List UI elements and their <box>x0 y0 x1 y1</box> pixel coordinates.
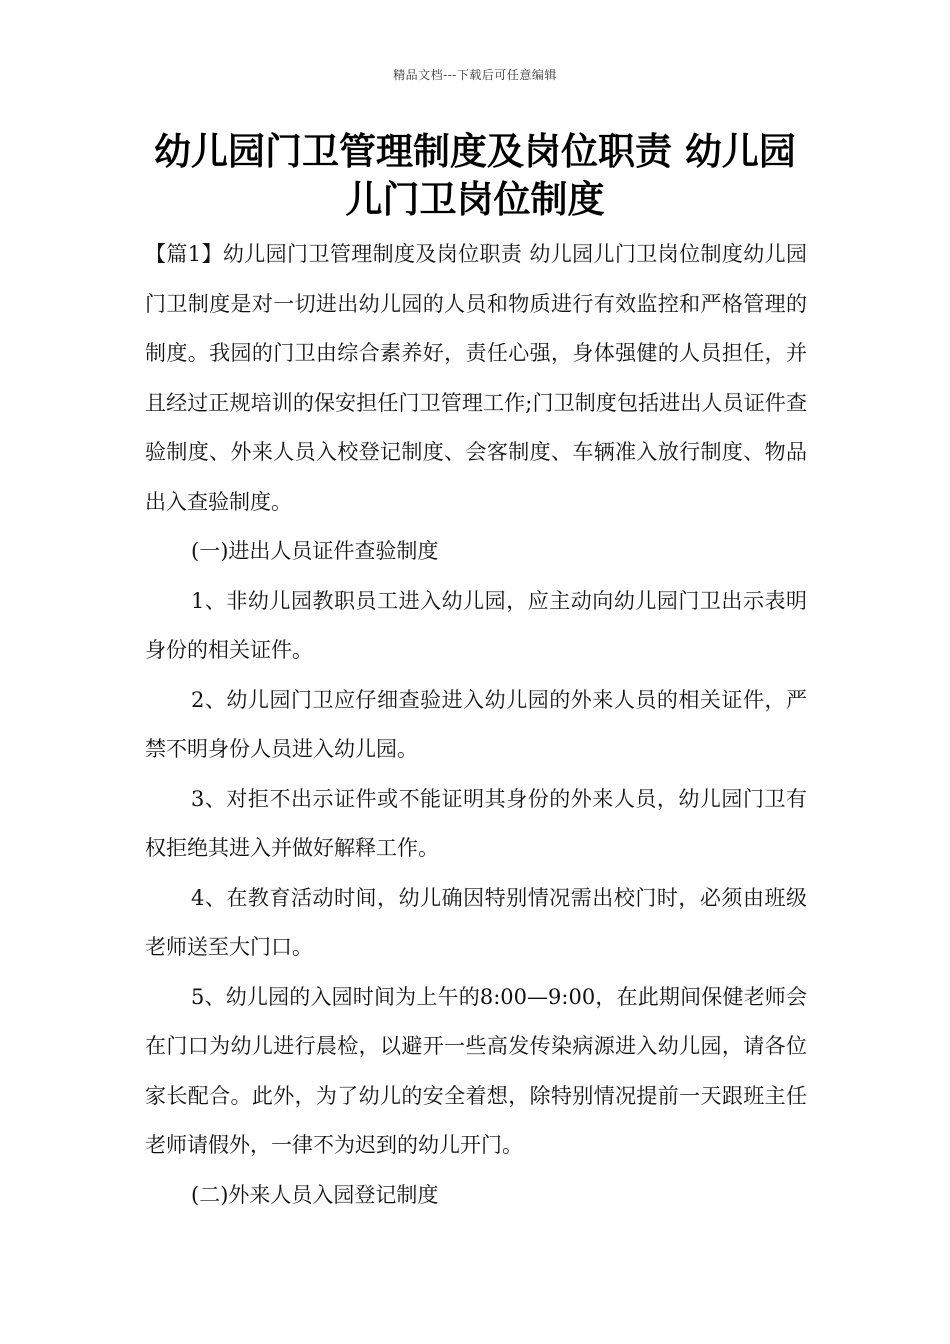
header-note: 精品文档---下载后可任意编辑 <box>393 68 557 82</box>
paragraph-intro: 【篇1】幼儿园门卫管理制度及岗位职责 幼儿园儿门卫岗位制度幼儿园门卫制度是对一切进出幼儿园的人员和物质进行有效监控和严格管理的制度。我园的门卫由综合素养好，责任心强，身体强健的人员担任，并且经过正规培训的保安担任门卫管理工作;门卫制度包括进出人员证件查验制度、外来人员入校登记制度、会客制度、车辆准入放行制度、物品出入查验制度。 <box>145 242 807 514</box>
section-heading-2: (二)外来人员入园登记制度 <box>191 1182 439 1207</box>
document-body <box>145 230 807 1220</box>
paragraph-item-2: 2、幼儿园门卫应仔细查验进入幼儿园的外来人员的相关证件，严禁不明身份人员进入幼儿园。 <box>145 687 807 761</box>
paragraph-item-3: 3、对拒不出示证件或不能证明其身份的外来人员，幼儿园门卫有权拒绝其进入并做好解释工作。 <box>145 786 807 860</box>
paragraph-item-5: 5、幼儿园的入园时间为上午的8:00—9:00，在此期间保健老师会在门口为幼儿进行晨检，以避开一些高发传染病源进入幼儿园，请各位家长配合。此外，为了幼儿的安全着想，除特别情况提前一天跟班主任老师请假外，一律不为迟到的幼儿开门。 <box>145 984 807 1157</box>
paragraph-item-1: 1、非幼儿园教职员工进入幼儿园，应主动向幼儿园门卫出示表明身份的相关证件。 <box>145 588 807 662</box>
document-title: 幼儿园门卫管理制度及岗位职责 幼儿园儿门卫岗位制度 <box>154 130 796 221</box>
section-heading-1: (一)进出人员证件查验制度 <box>191 539 439 563</box>
paragraph-item-4: 4、在教育活动时间，幼儿确因特别情况需出校门时，必须由班级老师送至大门口。 <box>145 885 807 959</box>
